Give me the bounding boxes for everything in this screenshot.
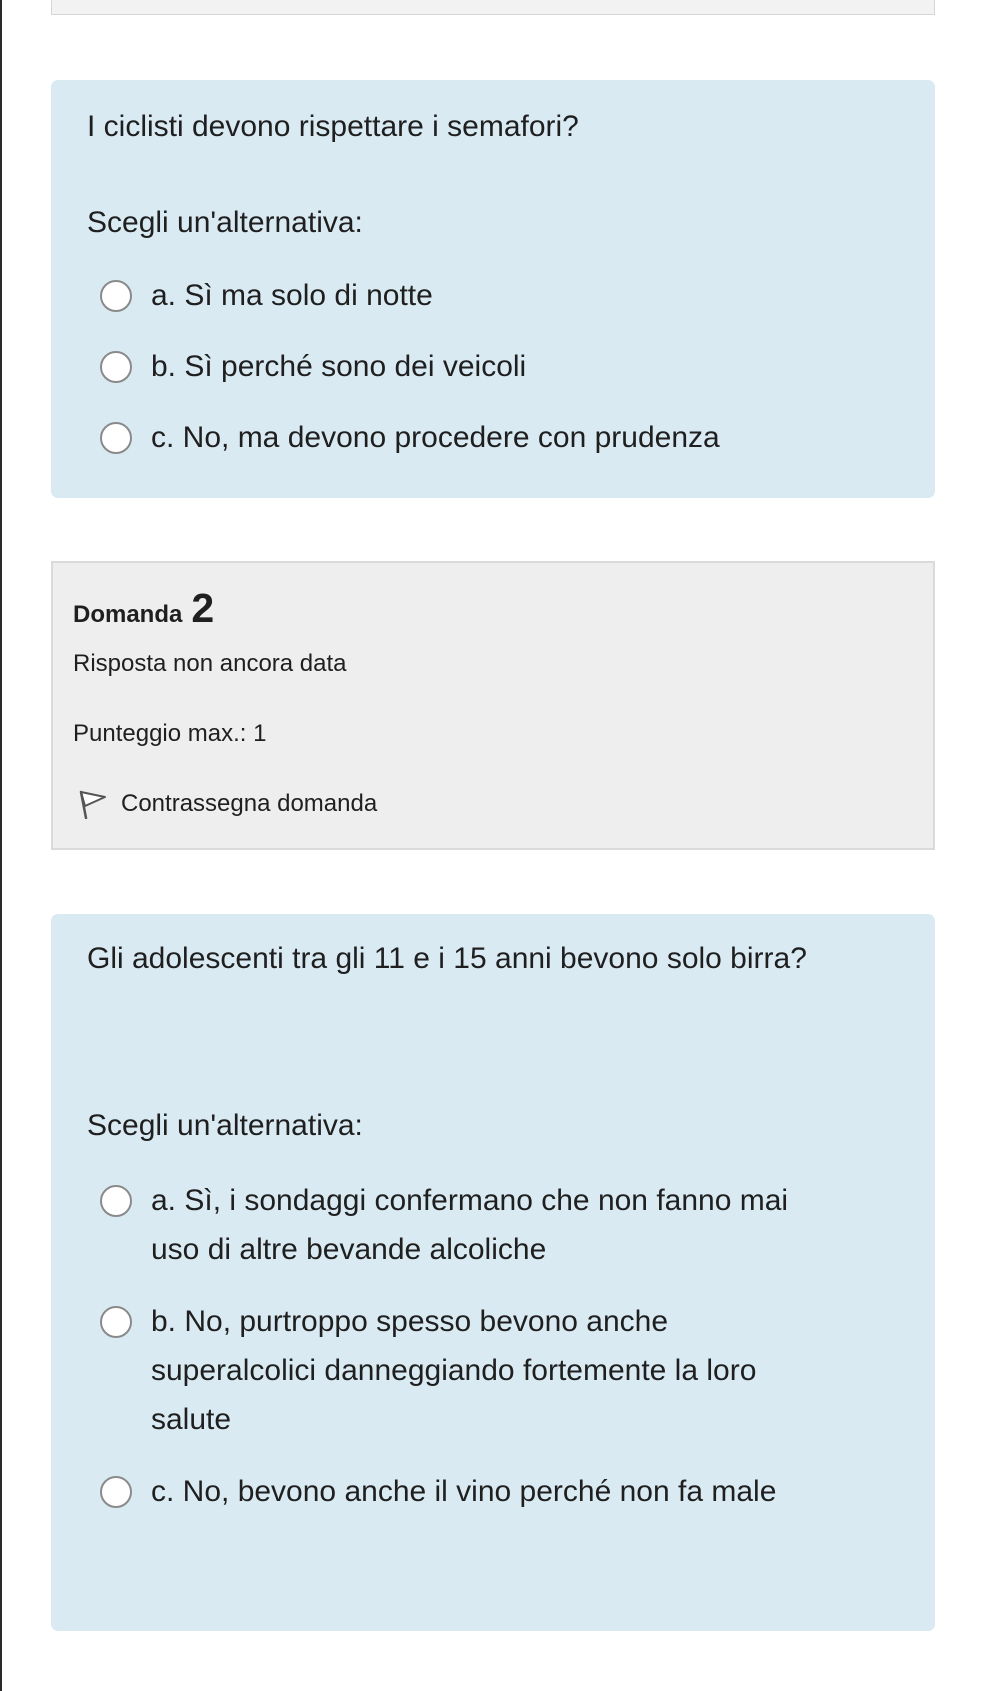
answer-label-a[interactable]: a. Sì, i sondaggi confermano che non fanno mai uso di altre bevande alcoliche <box>151 1184 789 1266</box>
answer-prompt: Scegli un'alternativa: <box>87 206 363 239</box>
flag-outline-icon[interactable] <box>75 789 109 819</box>
previous-info-box-edge <box>51 0 935 15</box>
radio-button-b[interactable] <box>100 1306 132 1338</box>
question-text: Gli adolescenti tra gli 11 e i 15 anni bevono solo birra? <box>87 942 807 975</box>
radio-button-a[interactable] <box>100 280 132 312</box>
question-state: Risposta non ancora data <box>73 650 347 677</box>
answer-label-c[interactable]: c. No, bevono anche il vino perché non fa male <box>151 1475 777 1508</box>
question-number: 2 <box>191 585 215 631</box>
answer-option-b[interactable] <box>100 342 899 391</box>
question-2-info-panel <box>51 561 935 850</box>
question-number-heading <box>73 585 913 629</box>
answer-prompt: Scegli un'alternativa: <box>87 1109 363 1142</box>
radio-button-c[interactable] <box>100 422 132 454</box>
question-2-formulation <box>51 914 935 1631</box>
answer-label-c[interactable]: c. No, ma devono procedere con prudenza <box>151 421 720 454</box>
answer-option-a[interactable] <box>100 1176 899 1274</box>
answer-label-a[interactable]: a. Sì ma solo di notte <box>151 279 433 312</box>
answer-list <box>87 1176 899 1516</box>
page-left-border <box>0 0 2 1691</box>
flag-question-link[interactable] <box>73 789 913 819</box>
answer-option-c[interactable] <box>100 1467 899 1516</box>
flag-question-label[interactable]: Contrassegna domanda <box>121 790 378 817</box>
answer-option-c[interactable] <box>100 413 899 462</box>
answer-option-a[interactable] <box>100 271 899 320</box>
radio-button-b[interactable] <box>100 351 132 383</box>
answer-list <box>87 271 899 462</box>
question-max-grade: Punteggio max.: 1 <box>73 720 267 747</box>
question-text: I ciclisti devono rispettare i semafori? <box>87 110 579 143</box>
radio-button-c[interactable] <box>100 1476 132 1508</box>
question-1-formulation <box>51 80 935 498</box>
radio-button-a[interactable] <box>100 1185 132 1217</box>
answer-option-b[interactable] <box>100 1297 899 1444</box>
answer-label-b[interactable]: b. No, purtroppo spesso bevono anche superalcolici danneggiando fortemente la loro salute <box>151 1305 757 1436</box>
question-label: Domanda <box>73 601 183 628</box>
answer-label-b[interactable]: b. Sì perché sono dei veicoli <box>151 350 527 383</box>
